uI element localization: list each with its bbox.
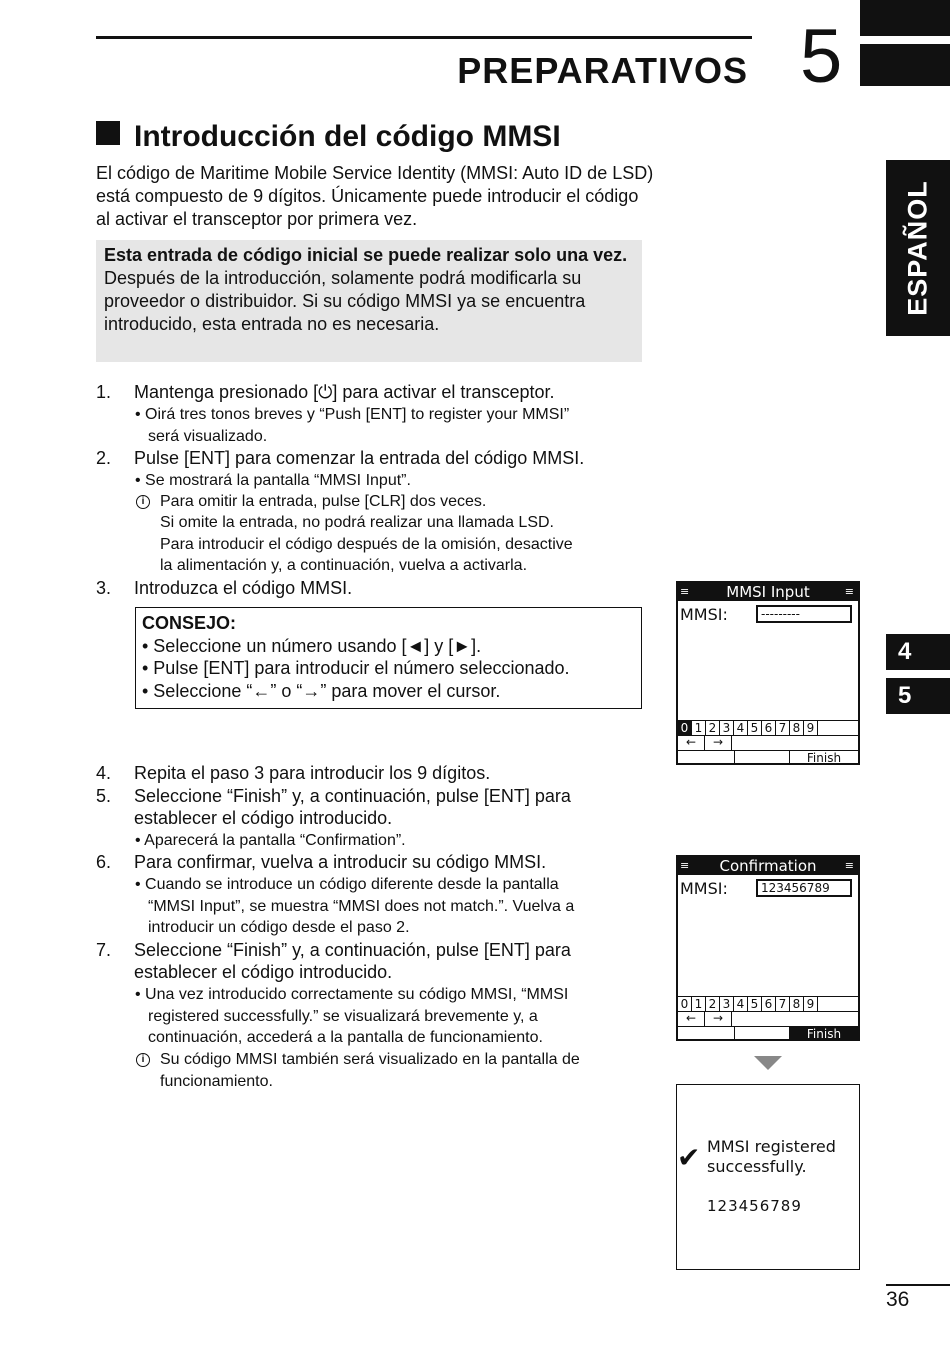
lcd-mmsi-field: --------- [756,605,852,623]
registered-message: MMSI registered successfully. [707,1137,836,1176]
step-2-info-3: Para introducir el código después de la omisión, desactive [160,536,573,553]
note-box [96,240,642,362]
lcd-mmsi-input [676,581,860,765]
step-1-sub-1: • Oirá tres tonos breves y “Push [ENT] to register your MMSI” [135,406,570,423]
tip-line-2: • Pulse [ENT] para introducir el número seleccionado. [142,658,570,678]
lcd-mmsi-label: MMSI: [680,605,728,624]
step-6-sub-3: introducir un código desde el paso 2. [148,919,410,936]
step-2-info-2: Si omite la entrada, no podrá realizar una llamada LSD. [160,514,554,531]
lcd-confirmation [676,855,860,1041]
step-6-sub-2: “MMSI Input”, se muestra “MMSI does not match.”. Vuelva a [148,898,575,915]
lcd-finish: Finish [790,1027,858,1041]
header-block-bottom [860,44,950,86]
lcd-mmsi-field: 123456789 [756,879,852,897]
lcd-registered [676,1084,860,1270]
step-2-info-4: la alimentación y, a continuación, vuelva a activarla. [160,557,528,574]
info-icon: i [136,1053,150,1067]
registered-number: 123456789 [707,1197,802,1215]
right-arrow-icon: → [705,736,732,750]
tip-line-1: • Seleccione un número usando [◄] y [►]. [142,635,482,656]
lcd-mmsi-label: MMSI: [680,879,728,898]
header-rule [96,36,752,39]
header-block-top [860,0,950,36]
menu-icon: ≡ [844,859,854,872]
page-number: 36 [886,1288,910,1311]
right-arrow-icon: → [705,1012,732,1026]
step-7-info-1: i Su código MMSI también será visualizado en la pantalla de [160,1049,580,1071]
lcd-title-bar: ≡ Confirmation ≡ [678,857,858,875]
info-icon: i [136,495,150,509]
tip-line-3: • Seleccione “←” o “→” para mover el cursor. [142,680,501,701]
left-arrow-icon: ← [678,736,705,750]
left-arrow-icon: ← [678,1012,705,1026]
menu-icon: ≡ [844,585,854,598]
section-title: Introducción del código MMSI [96,120,561,154]
check-icon: ✔ [677,1141,701,1174]
lcd-title-bar: ≡ MMSI Input ≡ [678,583,858,601]
step-1-sub-2: será visualizado. [148,428,268,445]
lcd-keypad: 0 1 2 3 4 5 6 7 8 9 ← → Finish [678,996,858,1028]
step-2-sub-1: • Se mostrará la pantalla “MMSI Input”. [135,472,411,489]
down-arrow-icon [754,1056,782,1070]
lcd-finish: Finish [806,751,842,765]
step-7-sub-1: • Una vez introducido correctamente su código MMSI, “MMSI [135,986,569,1003]
chapter-tab-4: 4 [886,634,950,670]
step-5-sub-1: • Aparecerá la pantalla “Confirmation”. [135,832,406,849]
step-6-sub-1: • Cuando se introduce un código diferente desde la pantalla [135,876,559,893]
step-7-info-2: funcionamiento. [160,1073,273,1090]
square-bullet-icon [96,121,120,145]
tip-title: CONSEJO: [142,613,237,633]
note-bold: Esta entrada de código inicial se puede realizar solo una vez. [104,245,628,265]
chapter-tab-5: 5 [886,678,950,714]
language-tab: ESPAÑOL [886,160,950,336]
step-7-sub-3: continuación, accederá a la pantalla de funcionamiento. [148,1029,543,1046]
lcd-keypad: 0 1 2 3 4 5 6 7 8 9 ← → Finish [678,720,858,752]
page-rule [886,1284,950,1286]
chapter-number: 5 [800,14,843,99]
tip-box [135,607,642,709]
step-2-info-1: i Para omitir la entrada, pulse [CLR] dos veces. [160,491,486,513]
note-text: Después de la introducción, solamente podrá modificarla su proveedor o distribuidor. Si su código MMSI ya se encuentra introducido, esta entrada no es necesaria. [104,268,586,334]
intro-paragraph: El código de Maritime Mobile Service Identity (MMSI: Auto ID de LSD) está compuesto de 9 dígitos. Únicamente puede introducir el código al activar el transceptor por primera vez. [96,163,654,229]
step-7-sub-2: registered successfully.” se visualizará brevemente y, a [148,1008,538,1025]
menu-icon: ≡ [680,585,690,598]
menu-icon: ≡ [680,859,690,872]
chapter-title: PREPARATIVOS [457,50,748,91]
